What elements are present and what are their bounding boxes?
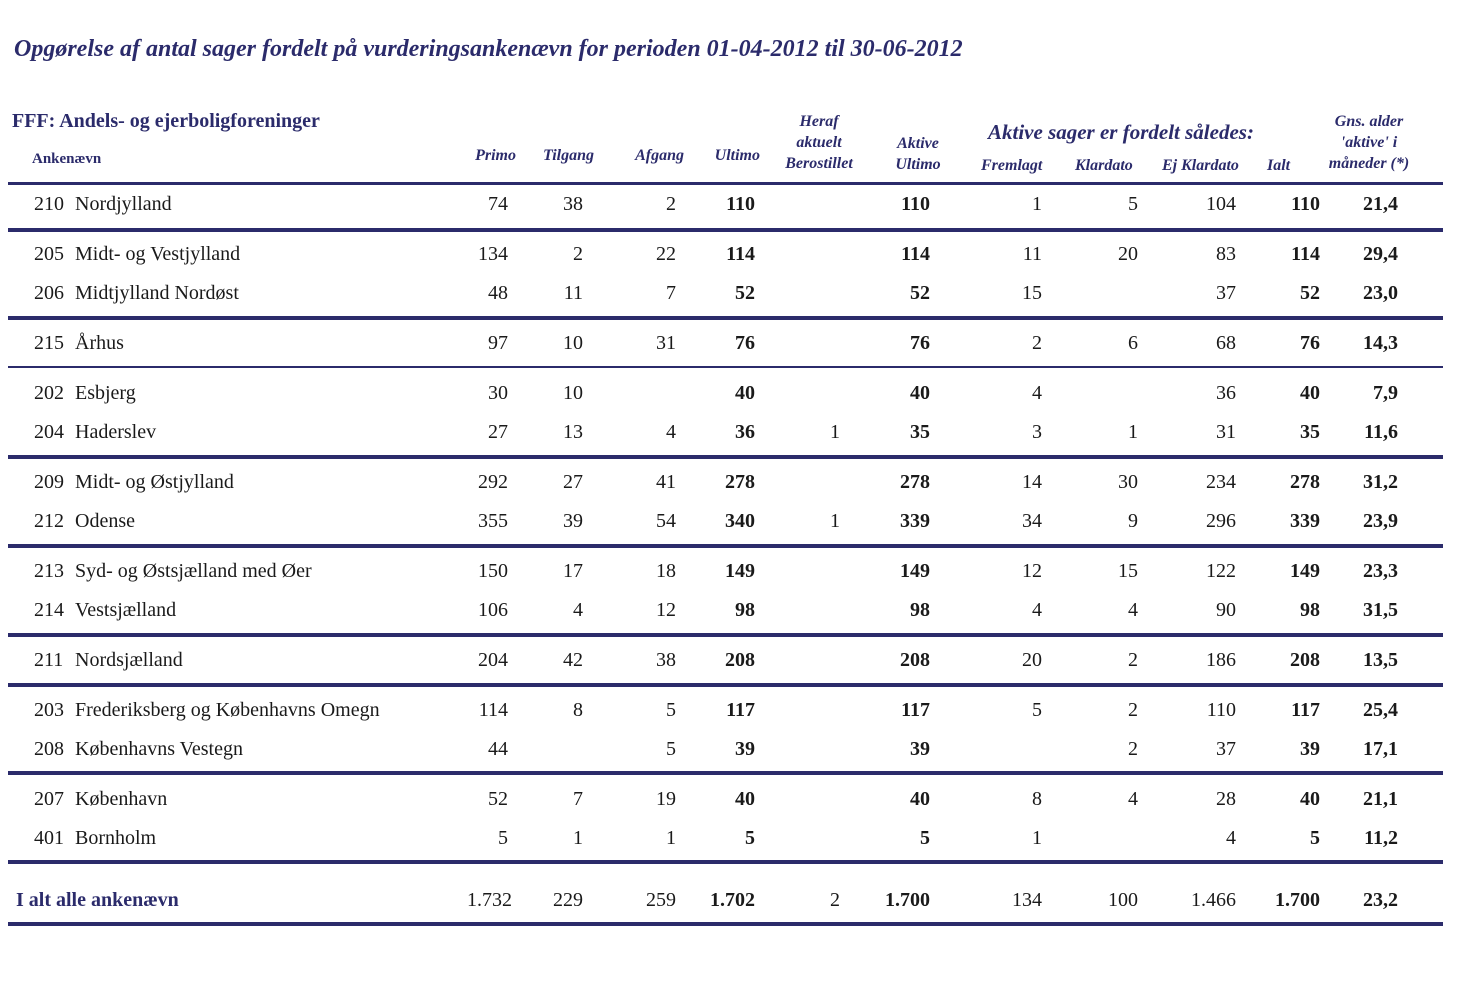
row-afgang: 41 bbox=[656, 471, 676, 493]
row-fremlagt: 2 bbox=[1032, 332, 1042, 354]
table-row bbox=[0, 827, 1465, 857]
total-afgang: 259 bbox=[646, 889, 676, 911]
row-ultimo: 149 bbox=[725, 560, 755, 582]
row-aktive: 40 bbox=[910, 788, 930, 810]
row-primo: 114 bbox=[478, 699, 508, 721]
table-row bbox=[0, 699, 1465, 729]
row-klardato: 2 bbox=[1128, 699, 1138, 721]
row-afgang: 12 bbox=[656, 599, 676, 621]
row-ultimo: 52 bbox=[735, 282, 755, 304]
row-aktive: 98 bbox=[910, 599, 930, 621]
row-tilgang: 8 bbox=[573, 699, 583, 721]
row-aktive: 40 bbox=[910, 382, 930, 404]
row-afgang: 22 bbox=[656, 243, 676, 265]
row-primo: 134 bbox=[478, 243, 508, 265]
row-primo: 204 bbox=[478, 649, 508, 671]
row-ialt: 114 bbox=[1291, 243, 1320, 265]
group-rule bbox=[8, 544, 1443, 548]
header-gns-line1: Gns. alder bbox=[1334, 113, 1404, 130]
group-rule bbox=[8, 683, 1443, 687]
row-ej-klardato: 36 bbox=[1216, 382, 1236, 404]
total-row bbox=[0, 889, 1465, 919]
table-row bbox=[0, 193, 1465, 223]
row-name: Frederiksberg og Københavns Omegn bbox=[75, 699, 380, 721]
row-ultimo: 76 bbox=[735, 332, 755, 354]
row-tilgang: 38 bbox=[563, 193, 583, 215]
row-code: 215 bbox=[34, 332, 64, 354]
row-tilgang: 10 bbox=[563, 332, 583, 354]
header-afgang: Afgang bbox=[635, 147, 684, 164]
row-name: Københavns Vestegn bbox=[75, 738, 243, 760]
row-ialt: 117 bbox=[1291, 699, 1320, 721]
row-aktive: 339 bbox=[900, 510, 930, 532]
row-primo: 150 bbox=[478, 560, 508, 582]
row-afgang: 1 bbox=[666, 827, 676, 849]
total-klardato: 100 bbox=[1108, 889, 1138, 911]
table-row bbox=[0, 243, 1465, 273]
row-gns: 25,4 bbox=[1363, 699, 1398, 721]
row-gns: 14,3 bbox=[1363, 332, 1398, 354]
header-ankenaevn: Ankenævn bbox=[32, 151, 102, 167]
row-ultimo: 117 bbox=[726, 699, 755, 721]
header-ialt: Ialt bbox=[1267, 157, 1291, 174]
page-title: Opgørelse af antal sager fordelt på vurderingsankenævn for perioden 01-04-2012 til 30-06-2012 bbox=[14, 36, 963, 62]
row-name: Nordjylland bbox=[75, 193, 172, 215]
row-tilgang: 42 bbox=[563, 649, 583, 671]
row-tilgang: 10 bbox=[563, 382, 583, 404]
row-ialt: 339 bbox=[1290, 510, 1320, 532]
group-rule bbox=[8, 366, 1443, 368]
row-ej-klardato: 104 bbox=[1206, 193, 1236, 215]
header-gns-line2: 'aktive' i bbox=[1340, 134, 1398, 151]
row-ialt: 110 bbox=[1291, 193, 1320, 215]
row-fremlagt: 8 bbox=[1032, 788, 1042, 810]
row-ialt: 5 bbox=[1310, 827, 1320, 849]
total-aktive: 1.700 bbox=[885, 889, 930, 911]
row-ialt: 98 bbox=[1300, 599, 1320, 621]
row-ej-klardato: 28 bbox=[1216, 788, 1236, 810]
total-ialt: 1.700 bbox=[1275, 889, 1320, 911]
header-berostillet-line3: Berostillet bbox=[785, 155, 853, 172]
row-name: Bornholm bbox=[75, 827, 157, 849]
row-aktive: 117 bbox=[901, 699, 930, 721]
total-label: I alt alle ankenævn bbox=[16, 889, 179, 911]
row-fremlagt: 4 bbox=[1032, 599, 1042, 621]
table-row bbox=[0, 738, 1465, 768]
row-code: 211 bbox=[34, 649, 64, 671]
row-code: 208 bbox=[34, 738, 64, 760]
row-afgang: 18 bbox=[656, 560, 676, 582]
row-ultimo: 110 bbox=[726, 193, 755, 215]
row-name: Midtjylland Nordøst bbox=[75, 282, 239, 304]
row-code: 204 bbox=[34, 421, 64, 443]
row-primo: 30 bbox=[488, 382, 508, 404]
row-klardato: 2 bbox=[1128, 738, 1138, 760]
row-afgang: 5 bbox=[666, 738, 676, 760]
table-row bbox=[0, 560, 1465, 590]
table-row bbox=[0, 788, 1465, 818]
table-row bbox=[0, 471, 1465, 501]
row-afgang: 4 bbox=[666, 421, 676, 443]
row-ultimo: 340 bbox=[725, 510, 755, 532]
row-afgang: 7 bbox=[666, 282, 676, 304]
row-code: 202 bbox=[34, 382, 64, 404]
row-tilgang: 2 bbox=[573, 243, 583, 265]
row-aktive: 39 bbox=[910, 738, 930, 760]
row-primo: 44 bbox=[488, 738, 508, 760]
row-tilgang: 17 bbox=[563, 560, 583, 582]
row-name: Midt- og Vestjylland bbox=[75, 243, 241, 265]
row-name: Haderslev bbox=[75, 421, 157, 443]
header-berostillet bbox=[768, 111, 870, 174]
row-afgang: 19 bbox=[656, 788, 676, 810]
row-ej-klardato: 37 bbox=[1216, 738, 1236, 760]
row-klardato: 1 bbox=[1128, 421, 1138, 443]
row-tilgang: 7 bbox=[573, 788, 583, 810]
row-ultimo: 39 bbox=[735, 738, 755, 760]
row-ultimo: 36 bbox=[735, 421, 755, 443]
group-rule bbox=[8, 633, 1443, 637]
row-ej-klardato: 110 bbox=[1206, 699, 1236, 721]
row-name: Syd- og Østsjælland med Øer bbox=[75, 560, 312, 582]
header-ej-klardato: Ej Klardato bbox=[1162, 157, 1239, 174]
row-primo: 106 bbox=[478, 599, 508, 621]
row-ej-klardato: 31 bbox=[1216, 421, 1236, 443]
row-fremlagt: 1 bbox=[1032, 827, 1042, 849]
row-ej-klardato: 4 bbox=[1226, 827, 1236, 849]
header-aktive-line1: Aktive bbox=[897, 135, 939, 152]
row-primo: 292 bbox=[478, 471, 508, 493]
row-ultimo: 40 bbox=[735, 382, 755, 404]
row-gns: 23,0 bbox=[1363, 282, 1398, 304]
row-primo: 48 bbox=[488, 282, 508, 304]
row-aktive: 52 bbox=[910, 282, 930, 304]
row-ialt: 35 bbox=[1300, 421, 1320, 443]
group-rule bbox=[8, 771, 1443, 775]
group-rule bbox=[8, 455, 1443, 459]
row-ialt: 149 bbox=[1290, 560, 1320, 582]
row-aktive: 278 bbox=[900, 471, 930, 493]
row-afgang: 54 bbox=[656, 510, 676, 532]
row-code: 212 bbox=[34, 510, 64, 532]
total-gns: 23,2 bbox=[1363, 889, 1398, 911]
header-klardato: Klardato bbox=[1075, 157, 1133, 174]
header-rule bbox=[8, 182, 1443, 185]
row-ej-klardato: 186 bbox=[1206, 649, 1236, 671]
table-row bbox=[0, 332, 1465, 362]
row-ej-klardato: 122 bbox=[1206, 560, 1236, 582]
row-klardato: 6 bbox=[1128, 332, 1138, 354]
row-primo: 27 bbox=[488, 421, 508, 443]
row-afgang: 2 bbox=[666, 193, 676, 215]
row-tilgang: 4 bbox=[573, 599, 583, 621]
row-fremlagt: 5 bbox=[1032, 699, 1042, 721]
row-aktive: 35 bbox=[910, 421, 930, 443]
row-fremlagt: 34 bbox=[1022, 510, 1042, 532]
row-primo: 74 bbox=[488, 193, 508, 215]
row-gns: 31,5 bbox=[1363, 599, 1398, 621]
header-aktive-line2: Ultimo bbox=[895, 156, 941, 173]
row-gns: 31,2 bbox=[1363, 471, 1398, 493]
row-klardato: 4 bbox=[1128, 788, 1138, 810]
row-ialt: 52 bbox=[1300, 282, 1320, 304]
row-ultimo: 5 bbox=[745, 827, 755, 849]
row-gns: 23,3 bbox=[1363, 560, 1398, 582]
row-fremlagt: 1 bbox=[1032, 193, 1042, 215]
row-ialt: 40 bbox=[1300, 382, 1320, 404]
row-primo: 355 bbox=[478, 510, 508, 532]
row-ej-klardato: 90 bbox=[1216, 599, 1236, 621]
row-ialt: 208 bbox=[1290, 649, 1320, 671]
row-ej-klardato: 83 bbox=[1216, 243, 1236, 265]
row-aktive: 5 bbox=[920, 827, 930, 849]
row-klardato: 9 bbox=[1128, 510, 1138, 532]
row-klardato: 4 bbox=[1128, 599, 1138, 621]
row-aktive: 76 bbox=[910, 332, 930, 354]
row-tilgang: 39 bbox=[563, 510, 583, 532]
row-afgang: 38 bbox=[656, 649, 676, 671]
row-code: 209 bbox=[34, 471, 64, 493]
row-gns: 29,4 bbox=[1363, 243, 1398, 265]
row-gns: 7,9 bbox=[1373, 382, 1398, 404]
row-code: 210 bbox=[34, 193, 64, 215]
bottom-rule bbox=[8, 922, 1443, 926]
header-gns-line3: måneder (*) bbox=[1328, 155, 1410, 172]
header-ultimo: Ultimo bbox=[714, 147, 760, 164]
group-rule bbox=[8, 860, 1443, 864]
row-ultimo: 208 bbox=[725, 649, 755, 671]
row-gns: 17,1 bbox=[1363, 738, 1398, 760]
row-klardato: 30 bbox=[1118, 471, 1138, 493]
header-gns-alder bbox=[1305, 111, 1433, 174]
row-berostillet: 1 bbox=[830, 421, 840, 443]
row-fremlagt: 12 bbox=[1022, 560, 1042, 582]
row-name: Midt- og Østjylland bbox=[75, 471, 234, 493]
row-ultimo: 114 bbox=[726, 243, 755, 265]
row-fremlagt: 11 bbox=[1022, 243, 1042, 265]
row-fremlagt: 14 bbox=[1022, 471, 1042, 493]
total-tilgang: 229 bbox=[553, 889, 583, 911]
row-klardato: 20 bbox=[1118, 243, 1138, 265]
row-gns: 21,4 bbox=[1363, 193, 1398, 215]
row-name: København bbox=[75, 788, 168, 810]
total-berostillet: 2 bbox=[830, 889, 840, 911]
row-afgang: 31 bbox=[656, 332, 676, 354]
row-name: Odense bbox=[75, 510, 135, 532]
row-code: 401 bbox=[34, 827, 64, 849]
row-ej-klardato: 234 bbox=[1206, 471, 1236, 493]
row-gns: 11,6 bbox=[1364, 421, 1398, 443]
row-code: 214 bbox=[34, 599, 64, 621]
row-ultimo: 278 bbox=[725, 471, 755, 493]
row-tilgang: 27 bbox=[563, 471, 583, 493]
row-tilgang: 1 bbox=[573, 827, 583, 849]
group-rule bbox=[8, 228, 1443, 232]
row-ultimo: 40 bbox=[735, 788, 755, 810]
row-ialt: 278 bbox=[1290, 471, 1320, 493]
row-aktive: 114 bbox=[901, 243, 930, 265]
row-ialt: 76 bbox=[1300, 332, 1320, 354]
table-row bbox=[0, 382, 1465, 412]
row-ultimo: 98 bbox=[735, 599, 755, 621]
table-row bbox=[0, 510, 1465, 540]
header-primo: Primo bbox=[475, 147, 516, 164]
total-primo: 1.732 bbox=[467, 889, 512, 911]
row-ej-klardato: 296 bbox=[1206, 510, 1236, 532]
total-fremlagt: 134 bbox=[1012, 889, 1042, 911]
row-ej-klardato: 37 bbox=[1216, 282, 1236, 304]
header-fordelt: Aktive sager er fordelt således: bbox=[988, 120, 1254, 144]
row-gns: 23,9 bbox=[1363, 510, 1398, 532]
header-tilgang: Tilgang bbox=[543, 147, 594, 164]
row-ialt: 39 bbox=[1300, 738, 1320, 760]
header-fremlagt: Fremlagt bbox=[981, 157, 1043, 174]
row-aktive: 149 bbox=[900, 560, 930, 582]
table-row bbox=[0, 649, 1465, 679]
group-rule bbox=[8, 316, 1443, 320]
row-klardato: 15 bbox=[1118, 560, 1138, 582]
total-ultimo: 1.702 bbox=[710, 889, 755, 911]
row-afgang: 5 bbox=[666, 699, 676, 721]
row-klardato: 2 bbox=[1128, 649, 1138, 671]
row-aktive: 208 bbox=[900, 649, 930, 671]
row-name: Århus bbox=[75, 332, 124, 354]
row-code: 203 bbox=[34, 699, 64, 721]
row-fremlagt: 15 bbox=[1022, 282, 1042, 304]
row-ialt: 40 bbox=[1300, 788, 1320, 810]
row-code: 213 bbox=[34, 560, 64, 582]
row-tilgang: 13 bbox=[563, 421, 583, 443]
row-ej-klardato: 68 bbox=[1216, 332, 1236, 354]
table-row bbox=[0, 421, 1465, 451]
row-primo: 52 bbox=[488, 788, 508, 810]
row-tilgang: 11 bbox=[563, 282, 583, 304]
row-name: Nordsjælland bbox=[75, 649, 183, 671]
row-primo: 97 bbox=[488, 332, 508, 354]
row-primo: 5 bbox=[498, 827, 508, 849]
row-name: Vestsjælland bbox=[75, 599, 177, 621]
header-aktive-ultimo bbox=[876, 133, 960, 175]
row-gns: 21,1 bbox=[1363, 788, 1398, 810]
row-fremlagt: 20 bbox=[1022, 649, 1042, 671]
row-berostillet: 1 bbox=[830, 510, 840, 532]
header-berostillet-line2: aktuelt bbox=[796, 134, 842, 151]
table-subtitle: FFF: Andels- og ejerboligforeninger bbox=[12, 110, 320, 132]
header-berostillet-line1: Heraf bbox=[799, 113, 839, 130]
row-gns: 13,5 bbox=[1363, 649, 1398, 671]
row-klardato: 5 bbox=[1128, 193, 1138, 215]
row-code: 207 bbox=[34, 788, 64, 810]
table-row bbox=[0, 599, 1465, 629]
total-ej-klardato: 1.466 bbox=[1191, 889, 1236, 911]
row-aktive: 110 bbox=[901, 193, 930, 215]
row-code: 206 bbox=[34, 282, 64, 304]
row-code: 205 bbox=[34, 243, 64, 265]
table-row bbox=[0, 282, 1465, 312]
row-fremlagt: 4 bbox=[1032, 382, 1042, 404]
row-fremlagt: 3 bbox=[1032, 421, 1042, 443]
row-gns: 11,2 bbox=[1364, 827, 1398, 849]
row-name: Esbjerg bbox=[75, 382, 136, 404]
